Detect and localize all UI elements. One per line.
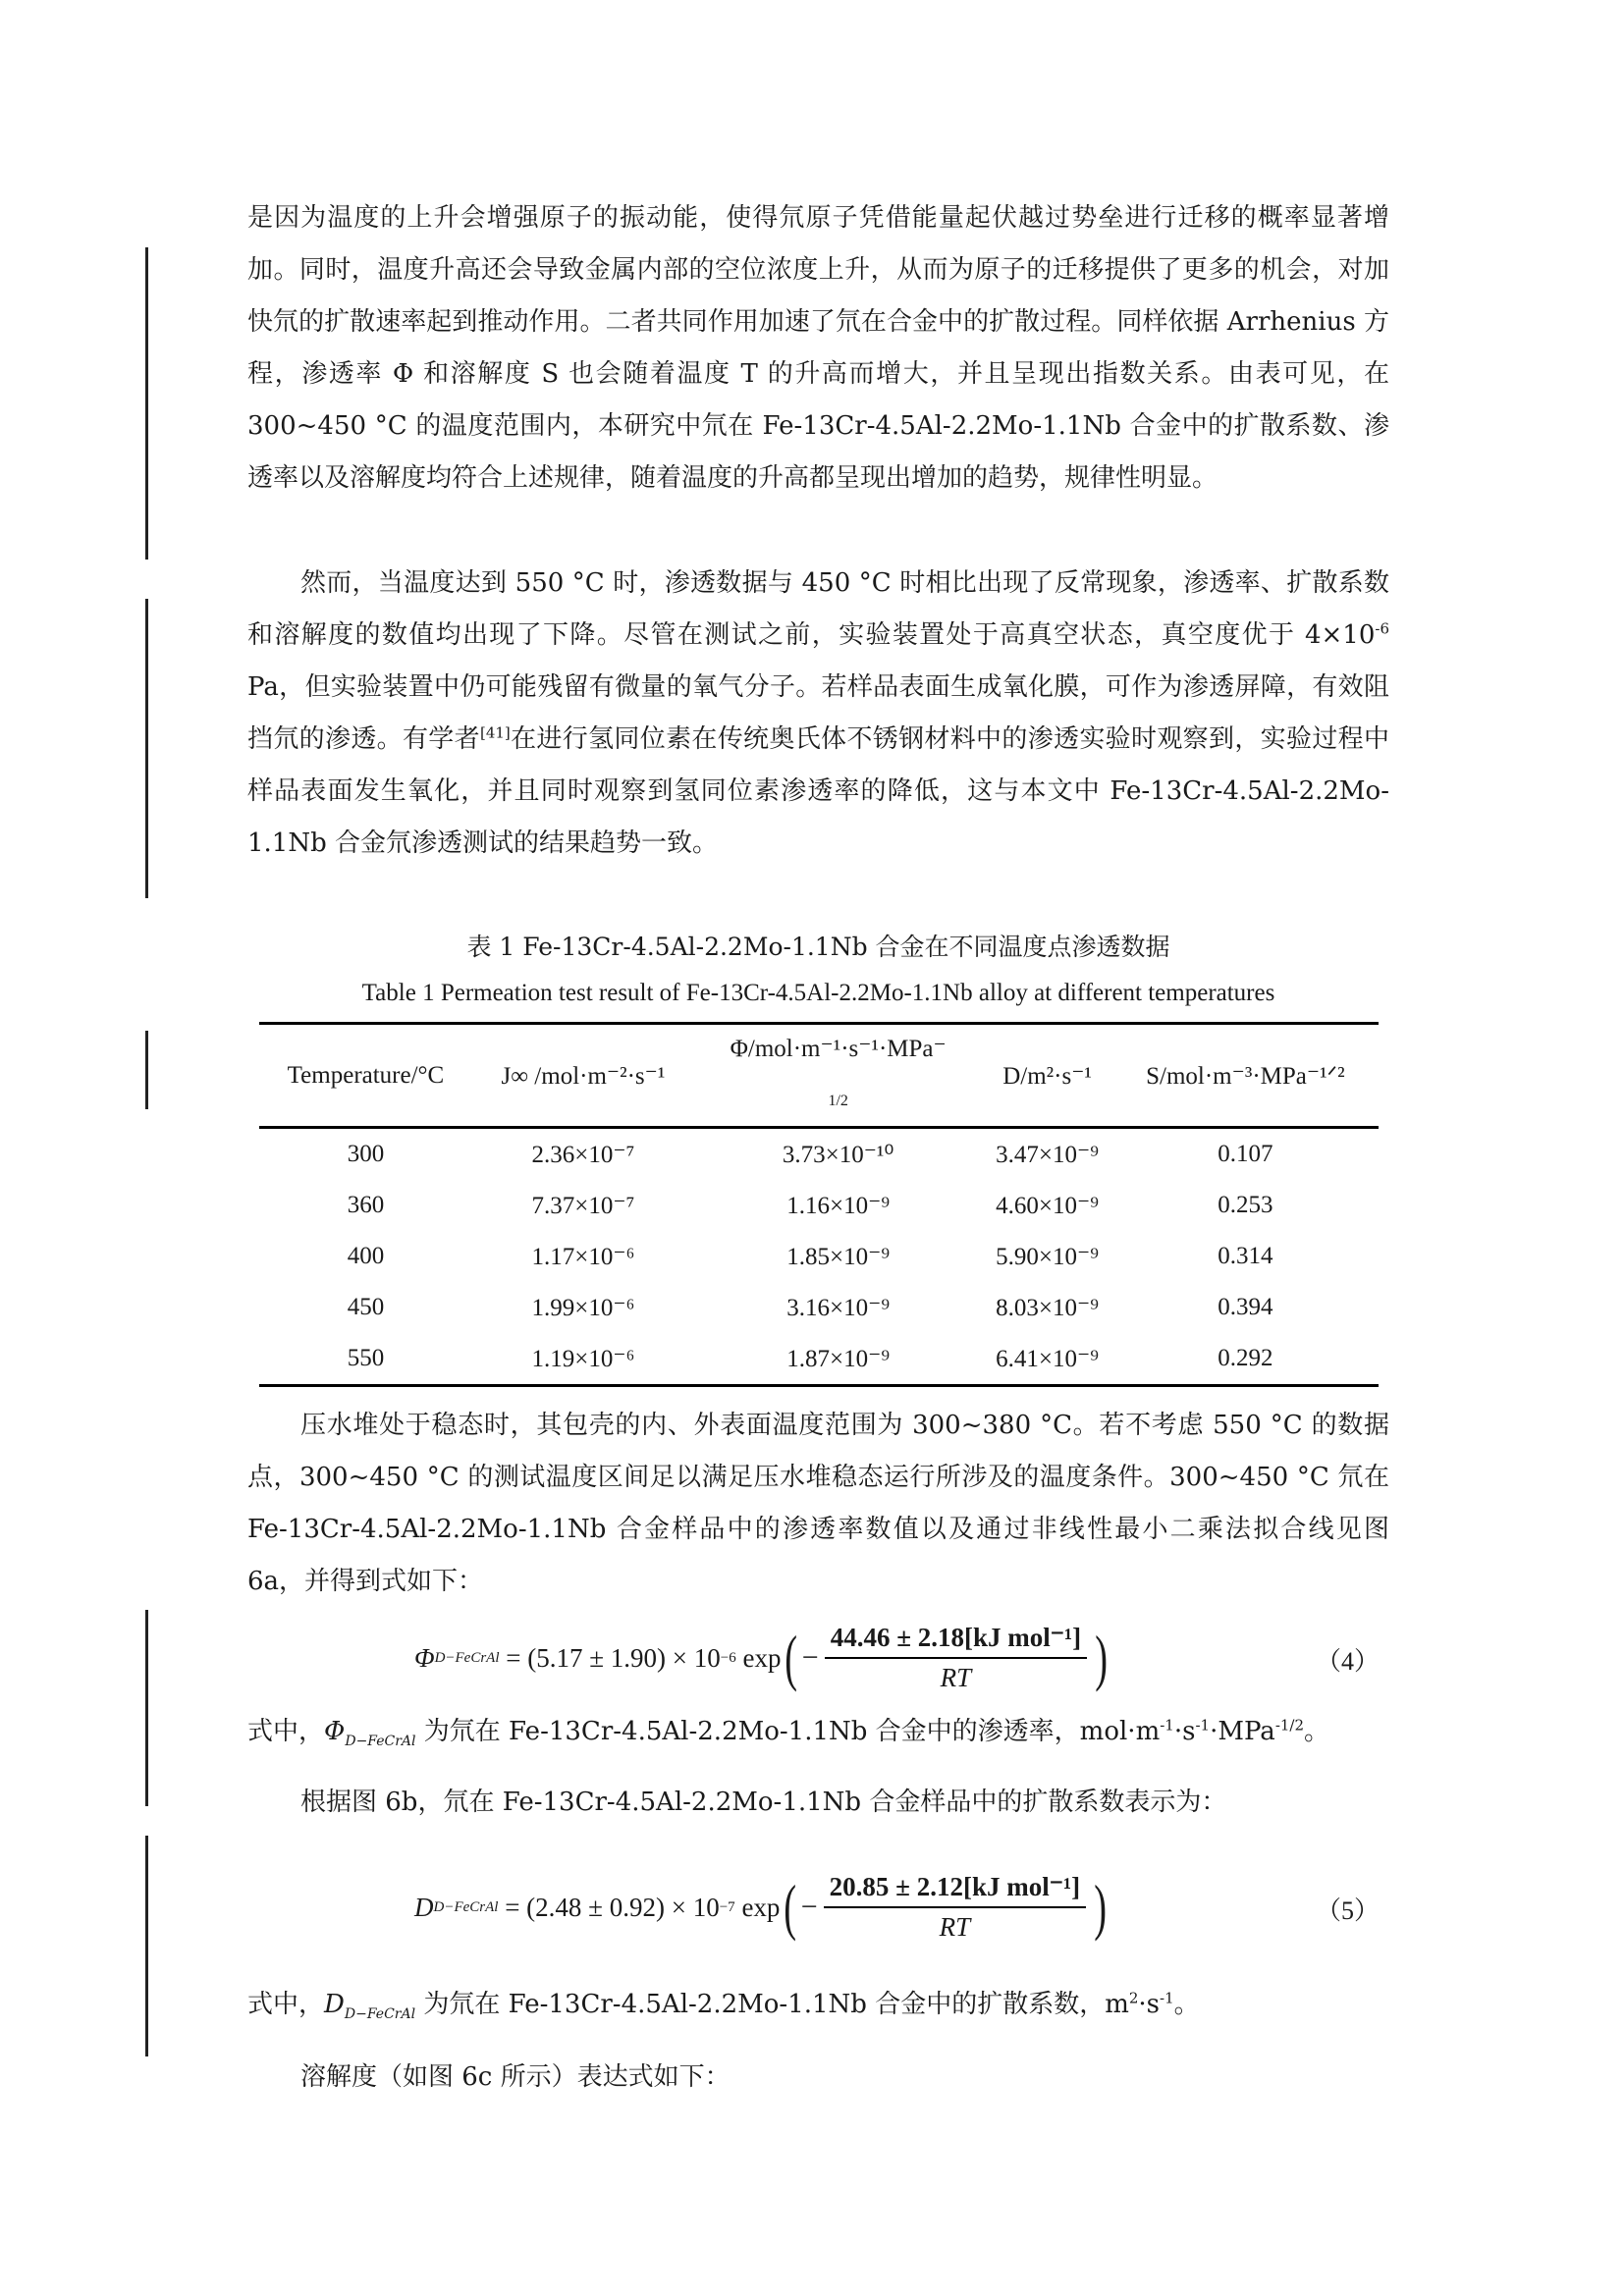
equation-number: （5） [1315, 1896, 1380, 1925]
table-caption-cn: 表 1 Fe-13Cr-4.5Al-2.2Mo-1.1Nb 合金在不同温度点渗透数据 [466, 933, 1170, 961]
table-row: 300 2.36×10⁻⁷ 3.73×10⁻¹⁰ 3.47×10⁻⁹ 0.107 [347, 1141, 1273, 1168]
table-row: 360 7.37×10⁻⁷ 1.16×10⁻⁹ 4.60×10⁻⁹ 0.253 [347, 1192, 1273, 1219]
paragraph-1: 是因为温度的上升会增强原子的振动能，使得氘原子凭借能量起伏越过势垒进行迁移的概率显著增加。同时，温度升高还会导致金属内部的空位浓度上升，从而为原子的迁移提供了更多的机会，对加快氘的扩散速率起到推动作用。二者共同作用加速了氘在合金中的扩散过程。同样依据 Arrhenius 方程，渗透率 Φ 和溶解度 S 也会随着温度 T 的升高而增大，并且呈现出指数关系。由表可见，在 300~450 °C 的温度范围内，本研究中氘在 Fe-13Cr-4.5Al-2.2Mo-1.1Nb 合金中的扩散系数、渗透率以及溶解度均符合上述规律，随着温度的升高都呈现出增加的趋势，规律性明显。 [247, 203, 1389, 493]
equation-4: Φ D−FeCrAl = (5.17 ± 1.90) × 10 −6 exp ( − $\frac{\text{44.46 ± 2.18[kJ mol⁻¹]}}{RT}$ ) （4） [414, 1623, 1380, 1692]
change-bar [145, 402, 148, 560]
paragraph-3: 压水堆处于稳态时，其包壳的内、外表面温度范围为 300~380 °C。若不考虑 550 °C 的数据点，300~450 °C 的测试温度区间足以满足压水堆稳态运行所涉及的温度条件。300~450 °C 氘在 Fe-13Cr-4.5Al-2.2Mo-1.1Nb 合金样品中的渗透率数值以及通过非线性最小二乘法拟合线见图 6a，并得到式如下： [247, 1411, 1389, 1596]
equation-4-fraction: $\frac{\text{44.46 ± 2.18[kJ mol⁻¹]}}{RT}$ [825, 1623, 1087, 1693]
permeation-table [259, 1022, 1379, 1387]
header-flux: J∞ /mol·m⁻²·s⁻¹ [501, 1062, 666, 1090]
header-diffusivity: D/m²·s⁻¹ [1002, 1062, 1092, 1090]
change-bar [145, 1031, 148, 1109]
paragraph-4: 式中，$\Phi_{D-FeCrAl}$ 为氘在 Fe-13Cr-4.5Al-2.2Mo-1.1Nb 合金中的渗透率，$mol\cdot m^{-1}\cdot s^{-1}\cdot MPa^{-1/2}$。 [247, 1716, 1330, 1750]
change-bar [145, 599, 148, 898]
change-bar [145, 1610, 148, 1806]
table-caption-en: Table 1 Permeation test result of Fe-13Cr-4.5Al-2.2Mo-1.1Nb alloy at different temperatures [361, 980, 1275, 1006]
change-bar [145, 247, 148, 404]
header-solubility: S/mol·m⁻³·MPa⁻¹ᐟ² [1146, 1062, 1345, 1090]
header-permeability: Φ/mol·m⁻¹·s⁻¹·MPa⁻ 1/2 [730, 1036, 947, 1109]
table-header-row [259, 1024, 1379, 1128]
citation-ref: [41] [479, 723, 511, 742]
table-row: 450 1.99×10⁻⁶ 3.16×10⁻⁹ 8.03×10⁻⁹ 0.394 [347, 1294, 1273, 1321]
change-bar [145, 1836, 148, 2056]
paragraph-7: 溶解度（如图 6c 所示）表达式如下： [300, 2062, 731, 2092]
paragraph-2: 然而，当温度达到 550 °C 时，渗透数据与 450 °C 时相比出现了反常现象，渗透率、扩散系数和溶解度的数值均出现了下降。尽管在测试之前，实验装置处于高真空状态，真空度优于 $4\times 10^{-6}$ Pa，但实验装置中仍可能残留有微量的氧气分子。若样品表面生成氧化膜，可作为渗透屏障，有效阻挡氘的渗透。有学者[41]在进行氢同位素在传统奥氏体不锈钢材料中的渗透实验时观察到，实验过程中样品表面发生氧化，并且同时观察到氢同位素渗透率的降低，这与本文中 Fe-13Cr-4.5Al-2.2Mo-1.1Nb 合金氘渗透测试的结果趋势一致。 [247, 568, 1389, 858]
table-row: 400 1.17×10⁻⁶ 1.85×10⁻⁹ 5.90×10⁻⁹ 0.314 [347, 1243, 1273, 1270]
equation-5: D D−FeCrAl = (2.48 ± 0.92) × 10 −7 exp ( − $\frac{\text{20.85 ± 2.12[kJ mol⁻¹]}}{RT}$ ) （5） [414, 1872, 1380, 1942]
paragraph-5: 根据图 6b，氘在 Fe-13Cr-4.5Al-2.2Mo-1.1Nb 合金样品中的扩散系数表示为： [300, 1788, 1227, 1817]
header-temperature: Temperature/°C [287, 1061, 445, 1089]
equation-5-fraction: $\frac{\text{20.85 ± 2.12[kJ mol⁻¹]}}{RT}$ [824, 1872, 1086, 1943]
paragraph-6: 式中，$D_{D-FeCrAl}$ 为氘在 Fe-13Cr-4.5Al-2.2Mo-1.1Nb 合金中的扩散系数，$m^2\cdot s^{-1}$。 [247, 1989, 1200, 2023]
table-row: 550 1.19×10⁻⁶ 1.87×10⁻⁹ 6.41×10⁻⁹ 0.292 [259, 1333, 1379, 1386]
equation-number: （4） [1315, 1647, 1380, 1676]
